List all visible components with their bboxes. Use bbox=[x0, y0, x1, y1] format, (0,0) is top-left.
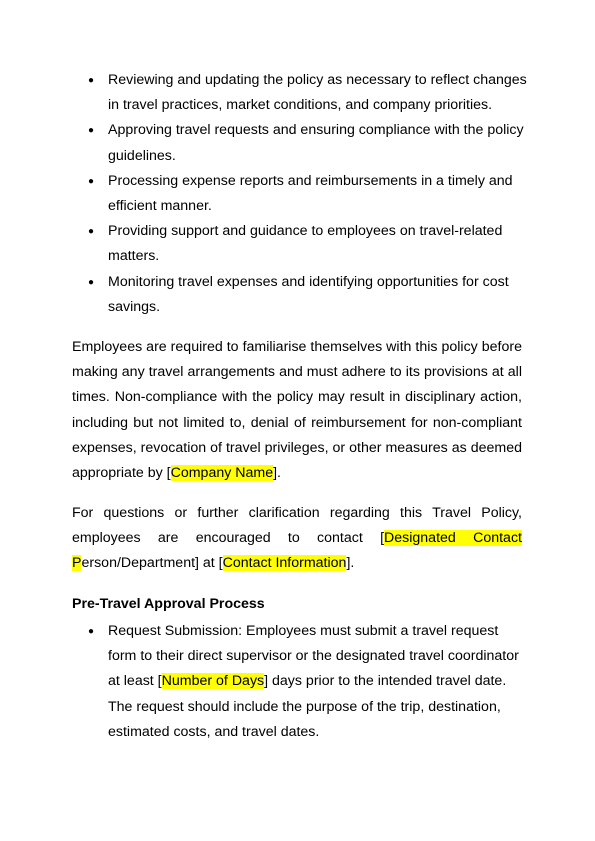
number-of-days-placeholder: Number of Days bbox=[161, 673, 265, 690]
list-item: ● Monitoring travel expenses and identifying opportunities for cost savings. bbox=[88, 270, 528, 320]
compliance-paragraph bbox=[72, 335, 522, 486]
contact-text: For questions or further clarification regarding this Travel Policy, employees are encouraged to contact [ bbox=[72, 505, 522, 547]
designated-contact-placeholder: Designated Contact P bbox=[72, 530, 522, 572]
responsibilities-list bbox=[88, 68, 528, 320]
approval-text-before: Request Submission: Employees must submit a travel request form to their direct supervisor or the designated travel coordinator at least [ bbox=[108, 623, 519, 690]
compliance-suffix: ]. bbox=[273, 465, 281, 482]
contact-information-placeholder: Contact Information bbox=[222, 555, 347, 572]
contact-paragraph bbox=[72, 501, 522, 577]
contact-text-middle: erson/Department] at [ bbox=[81, 555, 223, 572]
list-item: ● Reviewing and updating the policy as necessary to reflect changes in travel practices, market conditions, and company priorities. bbox=[88, 68, 528, 118]
contact-suffix: ]. bbox=[346, 555, 355, 572]
list-item bbox=[88, 619, 528, 745]
approval-text-after: ] days prior to the intended travel date. The request should include the purpose of the trip, destination, estimated costs, and travel dates. bbox=[108, 673, 507, 740]
list-item: ● Processing expense reports and reimbursements in a timely and efficient manner. bbox=[88, 169, 528, 219]
approval-process-list bbox=[88, 619, 528, 745]
compliance-text: Employees are required to familiarise themselves with this policy before making any travel arrangements and must adhere to its provisions at all times. Non-compliance with the policy may result in disciplinary action, including but not limited to, denial of reimbursement for non-compliant expenses, revocation of travel privileges, or other measures as deemed appropriate by [ bbox=[72, 339, 522, 482]
list-item: ● Approving travel requests and ensuring compliance with the policy guidelines. bbox=[88, 118, 528, 168]
company-name-placeholder: Company Name bbox=[170, 465, 274, 482]
list-item: ● Providing support and guidance to employees on travel-related matters. bbox=[88, 219, 528, 269]
section-heading: Pre-Travel Approval Process bbox=[72, 596, 265, 612]
